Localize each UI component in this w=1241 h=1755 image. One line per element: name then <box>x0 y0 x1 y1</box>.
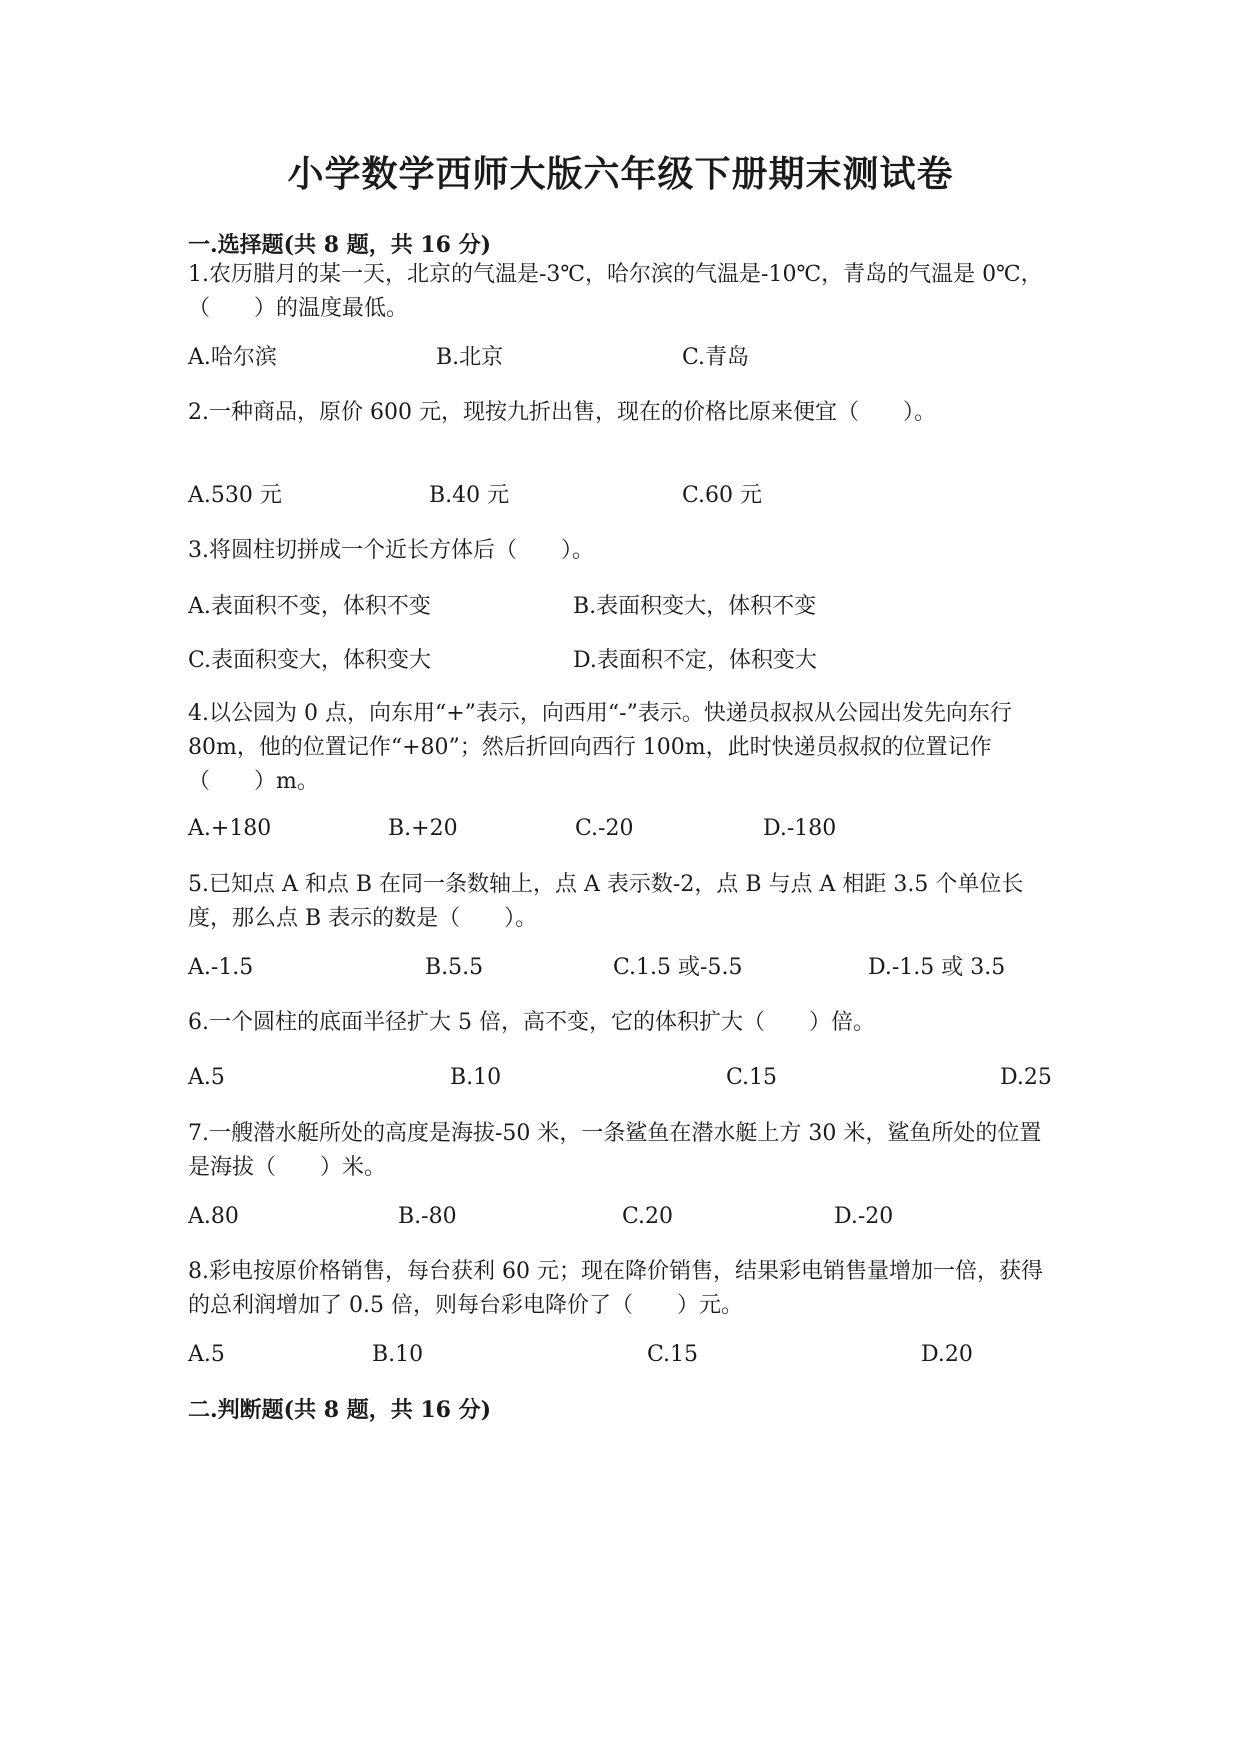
question-1-option-c: C.青岛 <box>682 345 750 370</box>
question-7-text: 7.一艘潜水艇所处的高度是海拔-50 米，一条鲨鱼在潜水艇上方 30 米，鲨鱼所处的位置是海拔（ ）米。 <box>188 1121 1042 1180</box>
question-4-option-a: A.+180 <box>188 816 272 841</box>
question-4-options <box>188 812 1058 846</box>
question-3-text: 3.将圆柱切拼成一个近长方体后（ ）。 <box>188 538 594 563</box>
question-2-option-c: C.60 元 <box>682 483 763 508</box>
question-1-option-b: B.北京 <box>436 345 504 370</box>
question-4-text: 4.以公园为 0 点，向东用“+”表示，向西用“-”表示。快递员叔叔从公园出发先向东行 80m，他的位置记作“+80”；然后折回向西行 100m，此时快递员叔叔的位置记作（ ）m。 <box>188 701 1012 794</box>
question-5-options <box>188 951 1058 985</box>
question-7-option-c: C.20 <box>622 1204 674 1229</box>
question-7-option-d: D.-20 <box>834 1204 894 1229</box>
question-6-option-d: D.25 <box>1000 1065 1052 1090</box>
question-6-option-a: A.5 <box>188 1065 225 1090</box>
question-7-option-a: A.80 <box>188 1204 239 1229</box>
question-8-option-d: D.20 <box>921 1342 973 1367</box>
question-4-option-c: C.-20 <box>575 816 634 841</box>
question-4-option-d: D.-180 <box>763 816 837 841</box>
question-6-option-c: C.15 <box>726 1065 778 1090</box>
question-1-options <box>188 341 1058 375</box>
page-title: 小学数学西师大版六年级下册期末测试卷 <box>287 153 954 195</box>
section-heading-choice: 一.选择题(共 8 题，共 16 分) <box>188 232 492 258</box>
question-8-option-c: C.15 <box>647 1342 699 1367</box>
question-3-option-a: A.表面积不变，体积不变 <box>188 594 431 619</box>
question-6-options <box>188 1061 1058 1095</box>
question-5-option-d: D.-1.5 或 3.5 <box>868 955 1006 980</box>
question-1-text: 1.农历腊月的某一天，北京的气温是-3℃，哈尔滨的气温是-10℃，青岛的气温是 0℃，（ ）的温度最低。 <box>188 262 1043 321</box>
question-8-option-b: B.10 <box>372 1342 424 1367</box>
question-2-options <box>188 479 1058 513</box>
question-2-option-a: A.530 元 <box>188 483 282 508</box>
question-5-text: 5.已知点 A 和点 B 在同一条数轴上，点 A 表示数-2，点 B 与点 A 相距 3.5 个单位长度，那么点 B 表示的数是（ ）。 <box>188 872 1024 931</box>
question-6-text: 6.一个圆柱的底面半径扩大 5 倍，高不变，它的体积扩大（ ）倍。 <box>188 1010 875 1035</box>
question-3-option-d: D.表面积不定，体积变大 <box>573 648 817 673</box>
question-5-option-a: A.-1.5 <box>188 955 254 980</box>
question-3-options-row2 <box>188 644 1058 678</box>
question-3-option-c: C.表面积变大，体积变大 <box>188 648 432 673</box>
question-8-option-a: A.5 <box>188 1342 225 1367</box>
question-6-option-b: B.10 <box>450 1065 502 1090</box>
question-7-option-b: B.-80 <box>398 1204 457 1229</box>
question-5-option-b: B.5.5 <box>425 955 484 980</box>
question-3-options-row1 <box>188 590 1058 624</box>
question-2-option-b: B.40 元 <box>429 483 510 508</box>
question-5-option-c: C.1.5 或-5.5 <box>613 955 743 980</box>
question-8-text: 8.彩电按原价格销售，每台获利 60 元；现在降价销售，结果彩电销售量增加一倍，获得的总利润增加了 0.5 倍，则每台彩电降价了（ ）元。 <box>188 1259 1043 1318</box>
section-heading-judgment: 二.判断题(共 8 题，共 16 分) <box>188 1397 492 1423</box>
question-1-option-a: A.哈尔滨 <box>188 345 277 370</box>
question-2-text: 2.一种商品，原价 600 元，现按九折出售，现在的价格比原来便宜（ ）。 <box>188 400 936 425</box>
question-7-options <box>188 1200 1058 1234</box>
question-3-option-b: B.表面积变大，体积不变 <box>573 594 817 619</box>
question-8-options <box>188 1338 1058 1372</box>
question-4-option-b: B.+20 <box>388 816 458 841</box>
